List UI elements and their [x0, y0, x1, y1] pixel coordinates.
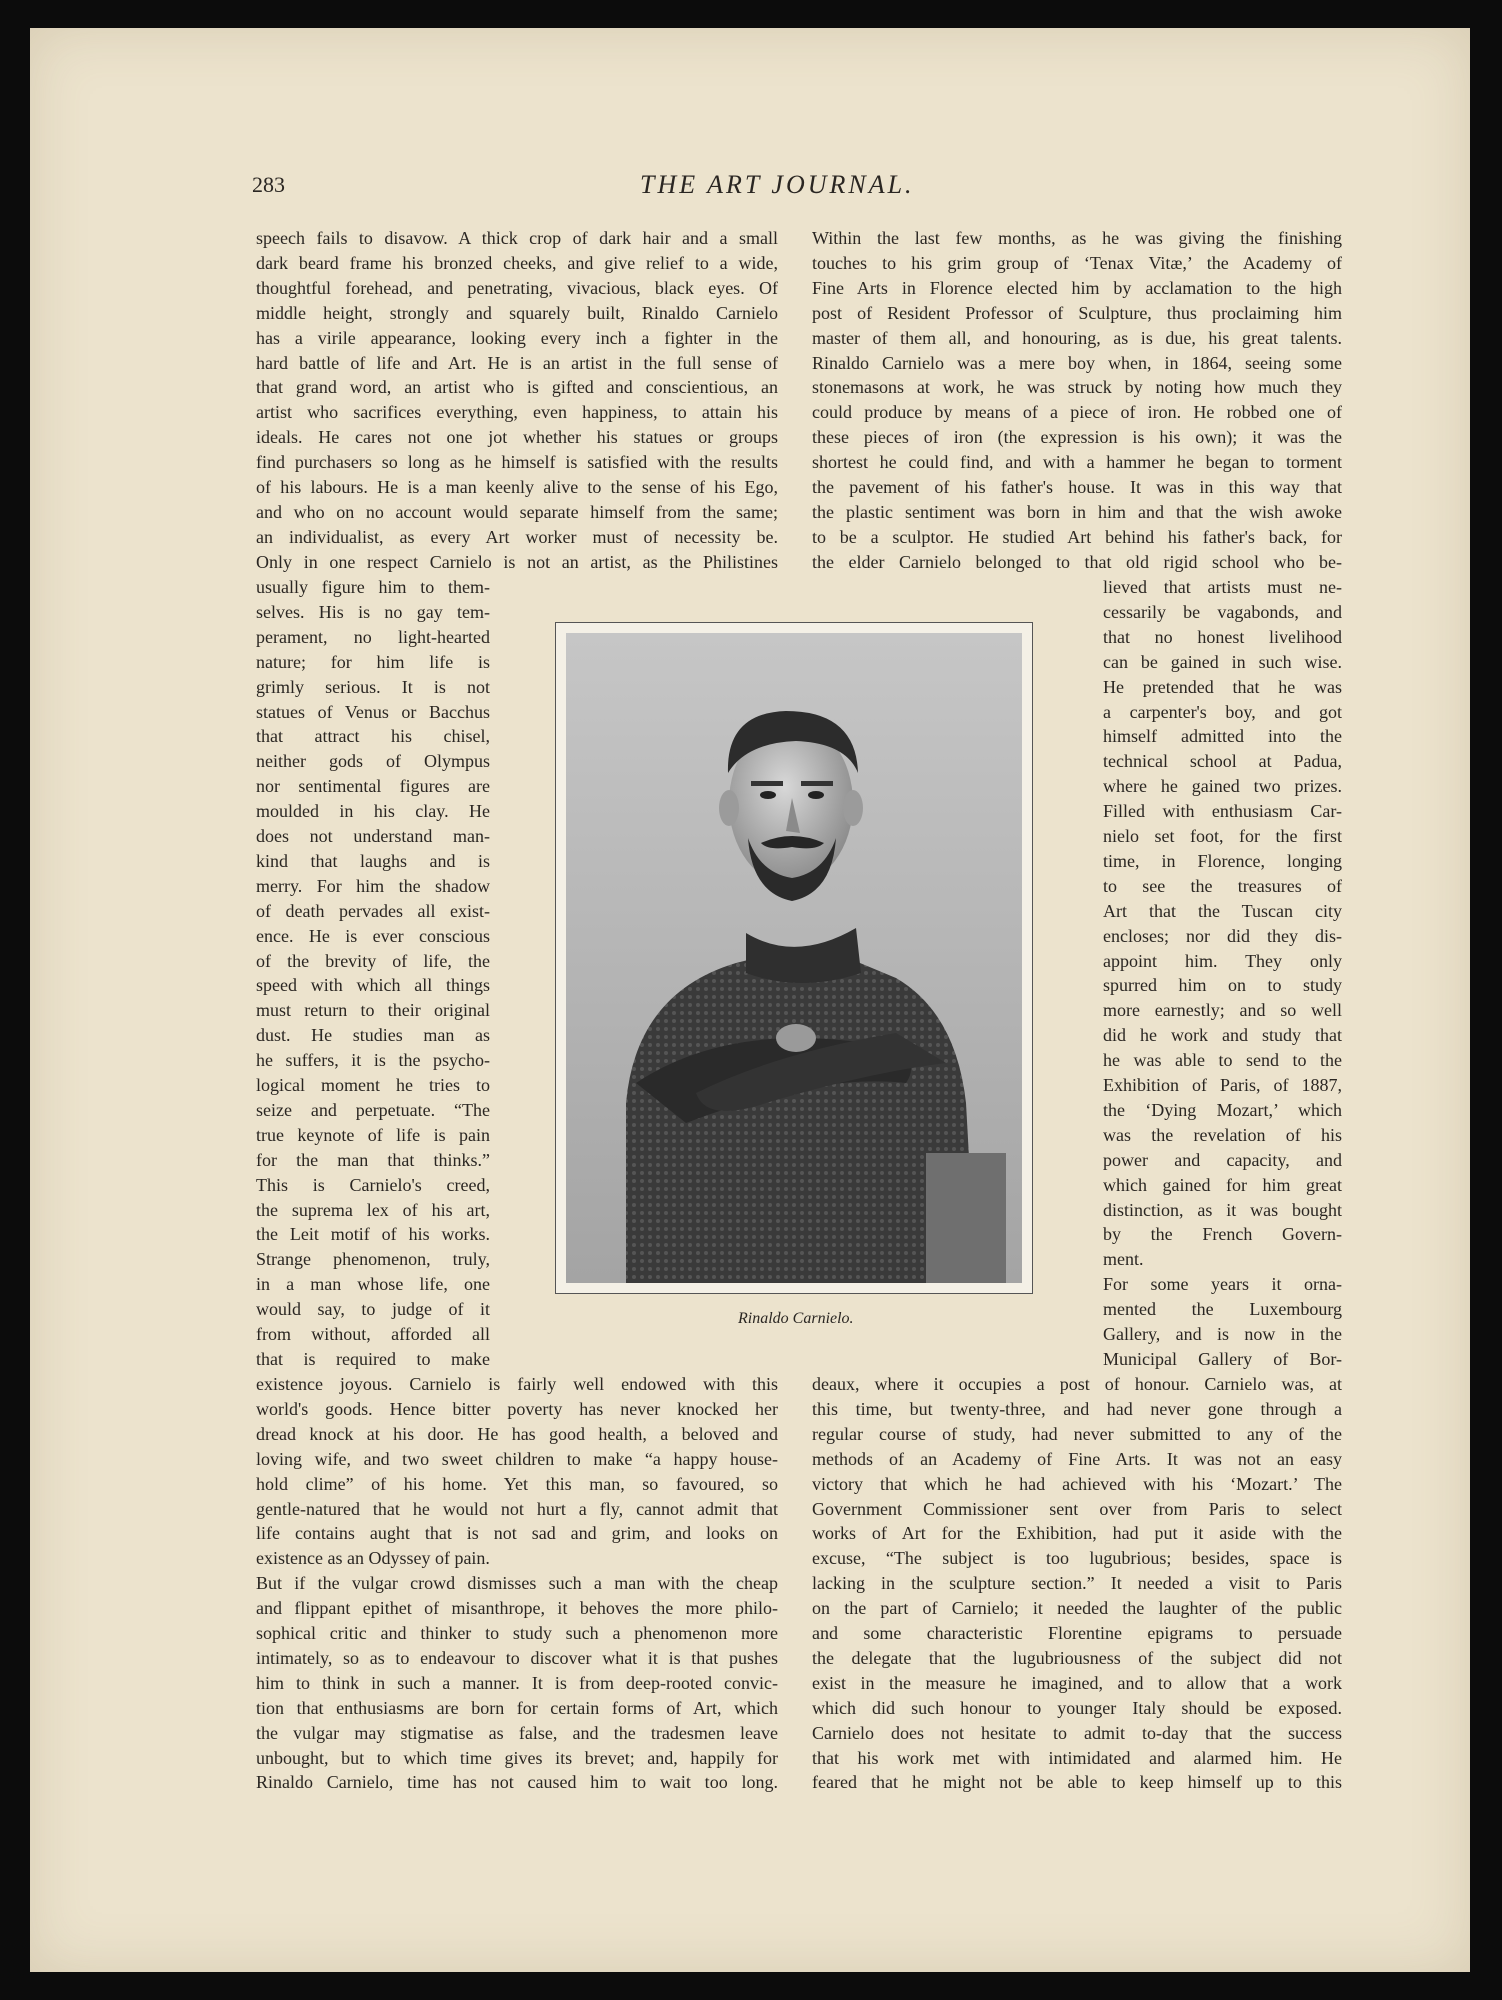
text-line: the suprema lex of his art,: [256, 1200, 490, 1220]
text-line: he was able to send to the: [1103, 1050, 1342, 1070]
text-line: and flippant epithet of misanthrope, it behoves the more philo-: [256, 1598, 778, 1618]
text-line: touches to his grim group of ‘Tenax Vitæ,’ the Academy of: [812, 253, 1342, 273]
text-line: But if the vulgar crowd dismisses such a man with the cheap: [256, 1573, 778, 1593]
text-line: gentle-natured that he would not hurt a fly, cannot admit that: [256, 1499, 778, 1519]
text-line: methods of an Academy of Fine Arts. It was not an easy: [812, 1449, 1342, 1469]
text-line: the delegate that the lugubriousness of the subject did not: [812, 1648, 1342, 1668]
text-line: kind that laughs and is: [256, 851, 490, 871]
text-line: works of Art for the Exhibition, had put it aside with the: [812, 1523, 1342, 1543]
text-line: merry. For him the shadow: [256, 876, 490, 896]
text-line: that is required to make: [256, 1349, 490, 1369]
text-line: grimly serious. It is not: [256, 677, 490, 697]
text-line: more earnestly; and so well: [1103, 1000, 1342, 1020]
text-line: that attract his chisel,: [256, 726, 490, 746]
text-line: artist who sacrifices everything, even happiness, to attain his: [256, 402, 778, 422]
text-line: the pavement of his father's house. It was in this way that: [812, 477, 1342, 497]
text-line: must return to their original: [256, 1000, 490, 1020]
text-line: For some years it orna-: [1103, 1274, 1342, 1294]
text-line: nielo set foot, for the first: [1103, 826, 1342, 846]
text-line: thoughtful forehead, and penetrating, vivacious, black eyes. Of: [256, 278, 778, 298]
text-line: Carnielo does not hesitate to admit to-day that the success: [812, 1723, 1342, 1743]
text-line: to be a sculptor. He studied Art behind his father's back, for: [812, 527, 1342, 547]
text-line: neither gods of Olympus: [256, 751, 490, 771]
text-line: find purchasers so long as he himself is satisfied with the results: [256, 452, 778, 472]
text-line: Strange phenomenon, truly,: [256, 1249, 490, 1269]
text-line: was the revelation of his: [1103, 1125, 1342, 1145]
text-line: a carpenter's boy, and got: [1103, 702, 1342, 722]
text-line: selves. His is no gay tem-: [256, 602, 490, 622]
text-line: Rinaldo Carnielo, time has not caused him to wait too long.: [256, 1772, 778, 1792]
text-line: tion that enthusiasms are born for certain forms of Art, which: [256, 1698, 778, 1718]
text-line: intimately, so as to endeavour to discover what it is that pushes: [256, 1648, 778, 1668]
text-line: statues of Venus or Bacchus: [256, 702, 490, 722]
text-line: of the brevity of life, the: [256, 951, 490, 971]
text-line: lacking in the sculpture section.” It needed a visit to Paris: [812, 1573, 1342, 1593]
text-line: usually figure him to them-: [256, 577, 490, 597]
text-line: existence joyous. Carnielo is fairly well endowed with this: [256, 1374, 778, 1394]
text-line: Gallery, and is now in the: [1103, 1324, 1342, 1344]
text-line: shortest he could find, and with a hammer he began to torment: [812, 452, 1342, 472]
text-line: himself admitted into the: [1103, 726, 1342, 746]
text-line: middle height, strongly and squarely built, Rinaldo Carnielo: [256, 303, 778, 323]
text-line: time, in Florence, longing: [1103, 851, 1342, 871]
text-line: He pretended that he was: [1103, 677, 1342, 697]
text-line: cessarily be vagabonds, and: [1103, 602, 1342, 622]
text-line: seize and perpetuate. “The: [256, 1100, 490, 1120]
text-line: technical school at Padua,: [1103, 751, 1342, 771]
text-line: appoint him. They only: [1103, 951, 1342, 971]
text-line: true keynote of life is pain: [256, 1125, 490, 1145]
text-line: unbought, but to which time gives its brevet; and, happily for: [256, 1748, 778, 1768]
text-line: on the part of Carnielo; it needed the laughter of the public: [812, 1598, 1342, 1618]
text-line: Government Commissioner sent over from Paris to select: [812, 1499, 1342, 1519]
text-line: which gained for him great: [1103, 1175, 1342, 1195]
text-line: mented the Luxembourg: [1103, 1299, 1342, 1319]
text-line: existence as an Odyssey of pain.: [256, 1548, 490, 1568]
text-line: by the French Govern-: [1103, 1224, 1342, 1244]
text-line: nor sentimental figures are: [256, 776, 490, 796]
text-line: sophical critic and thinker to study such a phenomenon more: [256, 1623, 778, 1643]
text-line: Art that the Tuscan city: [1103, 901, 1342, 921]
text-line: exist in the measure he imagined, and to allow that a work: [812, 1673, 1342, 1693]
text-line: world's goods. Hence bitter poverty has never knocked her: [256, 1399, 778, 1419]
text-line: from without, afforded all: [256, 1324, 490, 1344]
text-line: that no honest livelihood: [1103, 627, 1342, 647]
text-line: in a man whose life, one: [256, 1274, 490, 1294]
text-line: does not understand man-: [256, 826, 490, 846]
text-line: the ‘Dying Mozart,’ which: [1103, 1100, 1342, 1120]
text-line: him to think in such a manner. It is from deep-rooted convic-: [256, 1673, 778, 1693]
text-line: feared that he might not be able to keep himself up to this: [812, 1772, 1342, 1792]
text-line: life contains aught that is not sad and grim, and looks on: [256, 1523, 778, 1543]
text-line: dread knock at his door. He has good health, a beloved and: [256, 1424, 778, 1444]
text-line: Rinaldo Carnielo was a mere boy when, in 1864, seeing some: [812, 353, 1342, 373]
text-line: could produce by means of a piece of iron. He robbed one of: [812, 402, 1342, 422]
text-line: the vulgar may stigmatise as false, and the tradesmen leave: [256, 1723, 778, 1743]
text-line: can be gained in such wise.: [1103, 652, 1342, 672]
text-line: distinction, as it was bought: [1103, 1200, 1342, 1220]
text-line: where he gained two prizes.: [1103, 776, 1342, 796]
text-line: power and capacity, and: [1103, 1150, 1342, 1170]
text-line: loving wife, and two sweet children to make “a happy house-: [256, 1449, 778, 1469]
text-line: nature; for him life is: [256, 652, 490, 672]
text-line: logical moment he tries to: [256, 1075, 490, 1095]
text-line: he suffers, it is the psycho-: [256, 1050, 490, 1070]
text-line: hard battle of life and Art. He is an artist in the full sense of: [256, 353, 778, 373]
text-line: post of Resident Professor of Sculpture, thus proclaiming him: [812, 303, 1342, 323]
text-line: moulded in his clay. He: [256, 801, 490, 821]
text-line: Only in one respect Carnielo is not an artist, as the Philistines: [256, 552, 778, 572]
text-line: for the man that thinks.”: [256, 1150, 490, 1170]
text-line: did he work and study that: [1103, 1025, 1342, 1045]
text-line: excuse, “The subject is too lugubrious; besides, space is: [812, 1548, 1342, 1568]
text-line: the elder Carnielo belonged to that old rigid school who be-: [812, 552, 1342, 572]
text-line: hold clime” of his home. Yet this man, so favoured, so: [256, 1474, 778, 1494]
text-line: and some characteristic Florentine epigrams to persuade: [812, 1623, 1342, 1643]
text-line: to see the treasures of: [1103, 876, 1342, 896]
text-line: the plastic sentiment was born in him and that the wish awoke: [812, 502, 1342, 522]
text-line: Within the last few months, as he was giving the finishing: [812, 228, 1342, 248]
page-number: 283: [252, 172, 285, 197]
text-line: Fine Arts in Florence elected him by acclamation to the high: [812, 278, 1342, 298]
text-line: that his work met with intimidated and alarmed him. He: [812, 1748, 1342, 1768]
figure-caption: Rinaldo Carnielo.: [738, 1310, 854, 1327]
text-line: that grand word, an artist who is gifted and conscientious, an: [256, 377, 778, 397]
running-title: THE ART JOURNAL.: [640, 170, 915, 199]
text-line: the Leit motif of his works.: [256, 1224, 490, 1244]
text-line: dark beard frame his bronzed cheeks, and give relief to a wide,: [256, 253, 778, 273]
text-line: speed with which all things: [256, 975, 490, 995]
text-line: ence. He is ever conscious: [256, 926, 490, 946]
text-line: Municipal Gallery of Bor-: [1103, 1349, 1342, 1369]
text-line: regular course of study, had never submitted to any of the: [812, 1424, 1342, 1444]
text-line: speech fails to disavow. A thick crop of dark hair and a small: [256, 228, 778, 248]
text-line: has a virile appearance, looking every inch a fighter in the: [256, 328, 778, 348]
text-line: spurred him on to study: [1103, 975, 1342, 995]
text-line: master of them all, and honouring, as is due, his great talents.: [812, 328, 1342, 348]
text-line: ment.: [1103, 1249, 1144, 1269]
text-line: of death pervades all exist-: [256, 901, 490, 921]
text-line: an individualist, as every Art worker must of necessity be.: [256, 527, 778, 547]
text-line: encloses; nor did they dis-: [1103, 926, 1342, 946]
text-line: Filled with enthusiasm Car-: [1103, 801, 1342, 821]
text-line: of his labours. He is a man keenly alive to the sense of his Ego,: [256, 477, 778, 497]
text-line: and who on no account would separate himself from the same;: [256, 502, 778, 522]
text-line: ideals. He cares not one jot whether his statues or groups: [256, 427, 778, 447]
text-line: perament, no light-hearted: [256, 627, 490, 647]
text-line: victory that which he had achieved with his ‘Mozart.’ The: [812, 1474, 1342, 1494]
text-line: This is Carnielo's creed,: [256, 1175, 490, 1195]
text-line: Exhibition of Paris, of 1887,: [1103, 1075, 1342, 1095]
text-line: would say, to judge of it: [256, 1299, 490, 1319]
text-line: this time, but twenty-three, and had never gone through a: [812, 1399, 1342, 1419]
text-line: which did such honour to younger Italy should be exposed.: [812, 1698, 1342, 1718]
text-line: stonemasons at work, he was struck by noting how much they: [812, 377, 1342, 397]
text-line: lieved that artists must ne-: [1103, 577, 1342, 597]
text-line: deaux, where it occupies a post of honour. Carnielo was, at: [812, 1374, 1342, 1394]
text-line: these pieces of iron (the expression is his own); it was the: [812, 427, 1342, 447]
text-line: dust. He studies man as: [256, 1025, 490, 1045]
